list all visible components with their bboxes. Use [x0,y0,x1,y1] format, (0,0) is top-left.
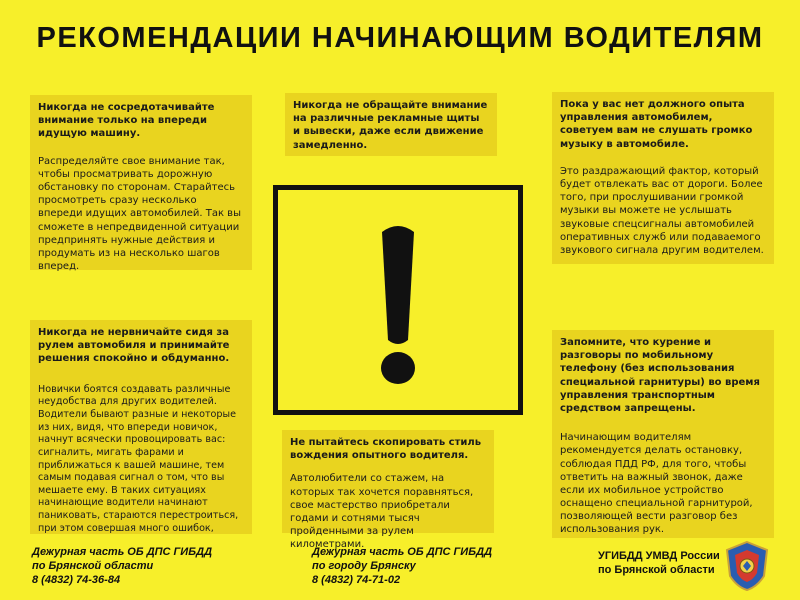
tip-body: Начинающим водителям рекомендуется делать остановку, соблюдая ПДД РФ, для того, чтобы ответить на важный звонок, даже если их мобильное устройство оснащено специальной гарнитурой, позволяющей вести разговор без использования рук. [560,432,753,536]
footer-line: Дежурная часть ОБ ДПС ГИБДД [32,546,213,558]
tip-box-nerves [30,320,252,534]
footer-line: по Брянской области [598,563,715,576]
footer-line: Дежурная часть ОБ ДПС ГИБДД [312,546,493,558]
tip-body: Новички боятся создавать различные неудобства для других водителей. Водители бывают разные и некоторые из них, видя, что впереди новичок, начнут всячески провоцировать вас: сигналить, мигать фарами и приближаться к вашей машине, тем самым подавая сигнал о том, что вы мешаете ему. В таких ситуациях начинающие водители начинают паниковать, стараются перестроиться, при этом совершая много ошибок, [38,383,239,534]
tip-box-billboards [285,93,497,156]
tip-lead: Пока у вас нет должного опыта управления автомобилем, советуем вам не слушать громко музыку в автомобиле. [560,99,753,150]
tip-box-driving-style [282,430,494,551]
tip-box-attention [30,95,252,273]
page-title: РЕКОМЕНДАЦИИ НАЧИНАЮЩИМ ВОДИТЕЛЯМ [36,22,764,54]
footer-contact-region [32,546,212,587]
tip-lead: Никогда не обращайте внимание на различные рекламные щиты и вывески, даже если движение замедленно. [293,100,488,151]
footer-line: УГИБДД УМВД России [598,550,720,562]
exclamation-icon [278,190,518,410]
tip-box-phone [552,330,774,538]
tip-body: Это раздражающий фактор, который будет отвлекать вас от дороги. Более того, при прослушивании громкой музыки вы можете не услышать звуковые спецсигналы автомобилей оперативных служб или подаваемого звукового сигнала другим водителем. [560,165,764,256]
footer-phone: 8 (4832) 74-71-02 [312,573,401,586]
footer-line: по городу Брянску [312,559,416,572]
tip-lead: Не пытайтесь скопировать стиль вождения опытного водителя. [290,437,482,462]
police-emblem-icon [724,540,770,592]
tip-box-music [552,92,774,264]
tip-lead: Никогда не нервничайте сидя за рулем автомобиля и принимайте решения спокойно и обдуманно. [38,327,230,365]
tip-body: Автолюбители со стажем, на которых так хочется поравняться, свое мастерство приобретали годами и сотнями тысяч пройденными за рулем километрами. [290,473,474,551]
footer-line: по Брянской области [32,559,154,572]
tip-body: Распределяйте свое внимание так, чтобы просматривать дорожную обстановку по сторонам. Старайтесь просмотреть сразу несколько впереди идущих автомобилей. Так вы сможете в непредвиденной ситуации предпринять нужные действия и продумать из на несколько шагов вперед. [38,155,241,273]
footer-contact-city [312,546,492,587]
exclamation-sign [273,185,523,415]
tip-lead: Никогда не сосредотачивайте внимание только на впереди идущую машину. [38,102,215,140]
footer-phone: 8 (4832) 74-36-84 [32,573,121,586]
tip-lead: Запомните, что курение и разговоры по мобильному телефону (без использования специальной гарнитуры) во время управления транспортным средством запрещены. [560,337,760,414]
footer-organization [598,550,720,578]
